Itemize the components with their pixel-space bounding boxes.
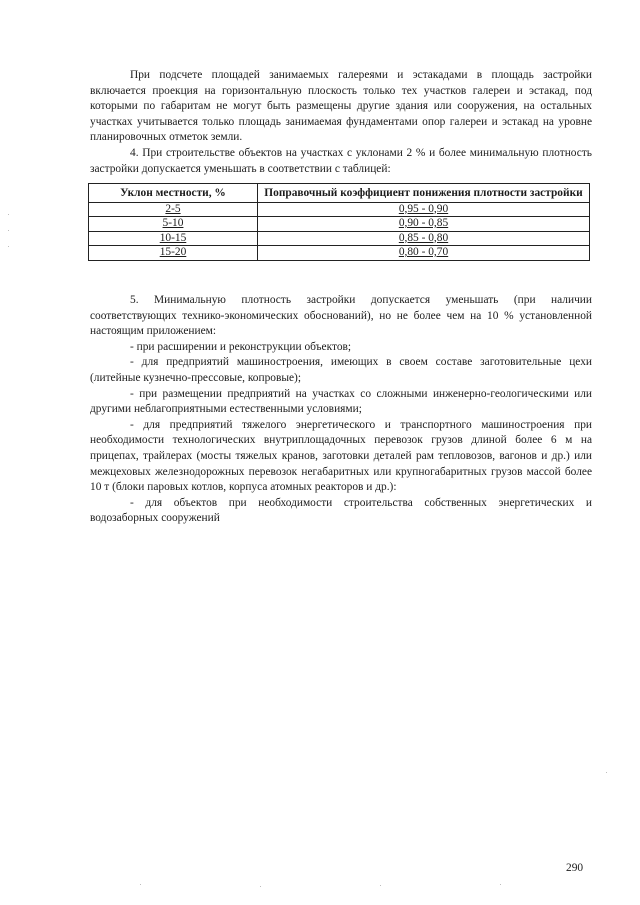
slope-coefficient-table <box>88 183 590 261</box>
paragraph-slope-rule: 4. При строительстве объектов на участках с уклонами 2 % и более минимальную плотность застройки допускается уменьшать в соответствии с таблицей: <box>90 146 592 175</box>
density-reduction-text <box>90 293 592 527</box>
paragraph-density-reduction: 5. Минимальную плотность застройки допускается уменьшать (при наличии соответствующих технико-экономических обоснований), но не более чем на 10 % установленной настоящим приложением: <box>90 294 592 338</box>
table-row <box>89 246 590 261</box>
list-item: - для предприятий тяжелого энергетического и транспортного машиностроения при необходимости технологических внутриплощадочных перевозок грузов длиной более 6 м на прицепах, трайлерах (мосты тяжелых кранов, заготовки деталей рам тепловозов, вагонов и др.) или межцеховых железнодорожных перевозок негабаритных или крупногабаритных грузов массой более 10 т (блоки паровых котлов, корпуса атомных реакторов и др.): <box>90 418 592 494</box>
column-header-slope: Уклон местности, % <box>89 184 258 203</box>
intro-text <box>90 68 592 177</box>
page-number: 290 <box>566 862 584 874</box>
scan-speck <box>140 884 141 885</box>
scan-speck <box>500 884 501 885</box>
scan-speck <box>380 885 381 886</box>
slope-cell: 2-5 <box>89 202 258 217</box>
coefficient-cell: 0,85 - 0,80 <box>258 231 590 246</box>
scan-speck <box>8 246 9 247</box>
list-item: - при размещении предприятий на участках со сложными инженерно-геологическими или другими неблагоприятными естественными условиями; <box>90 387 592 416</box>
slope-cell: 15-20 <box>89 246 258 261</box>
coefficient-cell: 0,90 - 0,85 <box>258 217 590 232</box>
scan-speck <box>606 772 607 773</box>
table-row <box>89 202 590 217</box>
table-header-row <box>89 184 590 203</box>
list-item: - при расширении и реконструкции объектов; <box>130 340 352 353</box>
slope-cell: 10-15 <box>89 231 258 246</box>
table-row <box>89 217 590 232</box>
coefficient-cell: 0,80 - 0,70 <box>258 246 590 261</box>
scan-speck <box>8 214 9 215</box>
slope-cell: 5-10 <box>89 217 258 232</box>
list-item: - для предприятий машиностроения, имеющих в своем составе заготовительные цехи (литейные кузнечно-прессовые, копровые); <box>90 356 592 384</box>
column-header-coefficient: Поправочный коэффициент понижения плотности застройки <box>258 184 590 203</box>
paragraph-gallery-area: При подсчете площадей занимаемых галереями и эстакадами в площадь застройки включается проекция на горизонтальную плоскость только тех участков галереи и эстакад, под которыми по габаритам не могут быть размещены другие здания или сооружения, на остальных участках учитывается только площадь занимаемая фундаментами опор галереи и эстакад на уровне планировочных отметок земли. <box>90 69 592 144</box>
scan-speck <box>260 886 261 887</box>
list-item: - для объектов при необходимости строительства собственных энергетических и водозаборных сооружений <box>90 496 592 525</box>
table-row <box>89 231 590 246</box>
scan-speck <box>8 230 9 231</box>
coefficient-cell: 0,95 - 0,90 <box>258 202 590 217</box>
